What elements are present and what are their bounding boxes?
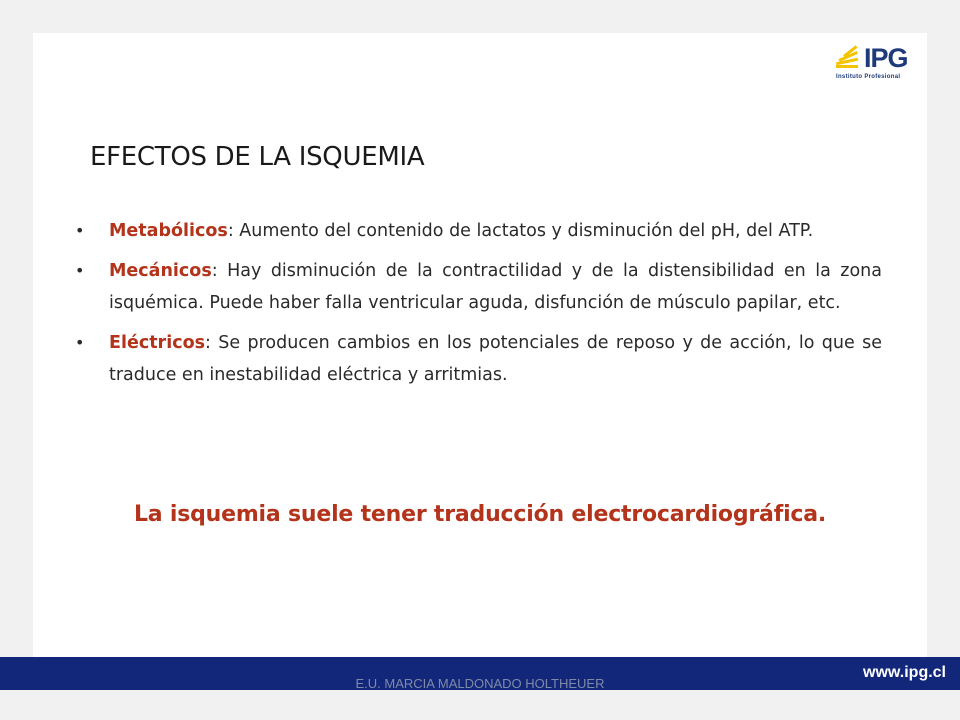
bullet-term: Metabólicos [109, 221, 228, 241]
bullet-text: : Se producen cambios en los potenciales de reposo y de acción, lo que se traduce en inestabilidad eléctrica y arritmias. [109, 333, 882, 385]
ipg-logo-mark-icon [836, 45, 862, 71]
bullet-item-mecanicos [75, 255, 882, 319]
bullet-term: Mecánicos [109, 261, 212, 281]
conclusion-statement: La isquemia suele tener traducción electrocardiográfica. [133, 502, 827, 527]
bullet-list [75, 215, 882, 399]
bullet-text: : Aumento del contenido de lactatos y disminución del pH, del ATP. [227, 221, 814, 241]
website-link[interactable]: www.ipg.cl [863, 664, 946, 681]
bullet-item-electricos [75, 327, 882, 391]
bullet-icon: • [75, 333, 85, 352]
slide-title: EFECTOS DE LA ISQUEMIA [90, 142, 425, 172]
bullet-term: Eléctricos [109, 333, 206, 353]
ipg-logo [836, 45, 920, 85]
bullet-text: : Hay disminución de la contractilidad y de la distensibilidad en la zona isquémica. Puede haber falla ventricular aguda, disfunción de músculo papilar, etc. [109, 261, 882, 313]
bullet-icon: • [75, 261, 85, 280]
bullet-item-metabolicos [75, 215, 882, 247]
logo-wordmark: IPG [864, 43, 908, 73]
bullet-icon: • [75, 221, 85, 240]
logo-subtitle: Instituto Profesional [836, 74, 901, 80]
author-credit: E.U. MARCIA MALDONADO HOLTHEUER [355, 676, 605, 691]
